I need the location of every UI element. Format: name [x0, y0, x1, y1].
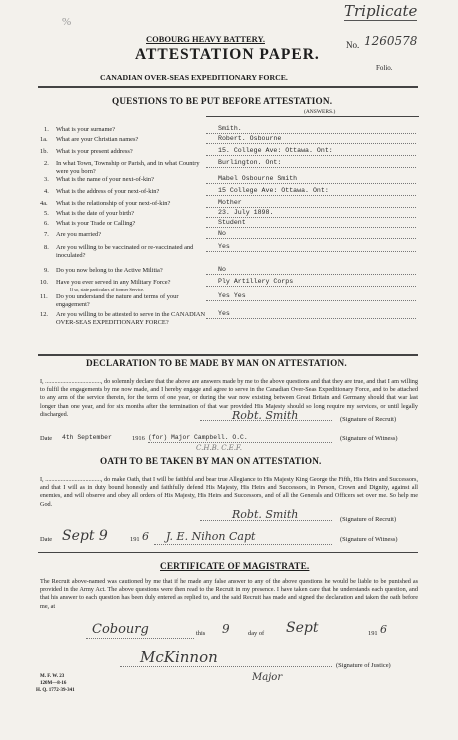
question-answer: Yes [218, 310, 230, 317]
answer-line [206, 318, 416, 319]
unit-name: COBOURG HEAVY BATTERY. [146, 34, 265, 44]
certificate-text: The Recruit above-named was cautioned by me that if he made any false answer to any of the above questions he would be liable to be punished as provided in the Army Act. The above questions were then read to the Recruit in my presence. I have taken care that he understands each question, and that his answer to each question has been duly entered as replied to, and the said Recruit has made and signed the declaration and taken the oath before me, at [40, 578, 418, 610]
answer-line [206, 217, 416, 218]
question-number: 9. [44, 267, 49, 274]
answers-label: (ANSWERS.) [304, 109, 336, 115]
question-text: What is the address of your next-of-kin? [56, 188, 160, 195]
question-number: 1. [44, 126, 49, 133]
question-text: Are you willing to be vaccinated or re-vaccinated and inoculated? [56, 244, 194, 259]
question-answer: 23. July 1898. [218, 209, 274, 216]
answer-line [206, 286, 416, 287]
question-answer: Mother [218, 199, 242, 206]
certificate-place-line [86, 638, 194, 639]
question-number: 2. [44, 160, 49, 167]
answer-line [206, 274, 416, 275]
question-text: What is your surname? [56, 126, 116, 133]
regimental-number-label: No. [346, 40, 360, 50]
justice-rank: Major [252, 672, 283, 683]
justice-signature: McKinnon [140, 648, 218, 666]
question-number: 1b. [40, 148, 48, 155]
declaration-year: 1916 [132, 435, 145, 442]
question-text: What are your Christian names? [56, 136, 139, 143]
declaration-witness-line [148, 442, 332, 443]
question-text: Do you understand the nature and terms of your engagement? [56, 293, 179, 308]
footer-line-1: M. F. W. 23 [40, 674, 65, 679]
declaration-text: I, ...................................., do solemnly declare that the above are answers made by me to the above questions and that they are true, and that I am willing to fulfil the engagements by me now made, and I hereby engage and agree to serve in the Canadian Over-Seas Expeditionary Force, and to be attached to any arm of the service therein, for the term of one year, or during the war now existing between Great Britain and Germany should that war last longer than one year, and for six months after the termination of that war provided His Majesty should so long require my services, or until legally discharged. [40, 378, 418, 418]
answer-line [206, 300, 416, 301]
declaration-date: 4th September [62, 434, 112, 441]
oath-signature-label: (Signature of Recruit) [340, 516, 397, 523]
declaration-signature: Robt. Smith [232, 409, 299, 422]
question-number: 7. [44, 231, 49, 238]
justice-signature-line [120, 666, 332, 667]
answer-line [206, 155, 416, 156]
answer-line [206, 207, 416, 208]
question-text: Do you now belong to the Active Militia? [56, 267, 163, 274]
certificate-header: CERTIFICATE OF MAGISTRATE. [160, 561, 310, 571]
footer-line-3: H. Q. 1772-39-341 [36, 688, 75, 693]
justice-label: (Signature of Justice) [336, 662, 391, 669]
oath-witness-label: (Signature of Witness) [340, 536, 398, 543]
oath-text: I, ...................................., do make Oath, that I will be faithful and bear true Allegiance to His Majesty King George the Fifth, His Heirs and Successors, and that I will as in duty bound honestly and faithfully defend His Majesty, His Heirs and Successors, in Person, Crown and Dignity, against all enemies, and will observe and obey all orders of His Majesty, His Heirs and Successors, and of all the Generals and Officers set over me. So help me God. [40, 476, 418, 508]
question-number: 6. [44, 220, 49, 227]
oath-rule-bottom [38, 552, 418, 553]
question-text: What is the relationship of your next-of-kin? [56, 200, 171, 207]
question-answer: No [218, 230, 226, 237]
declaration-rule-top [38, 354, 418, 356]
force-title: CANADIAN OVER-SEAS EXPEDITIONARY FORCE. [100, 73, 288, 82]
answer-line [206, 133, 416, 134]
question-number: 4a. [40, 200, 48, 207]
question-text: What is your Trade or Calling? [56, 220, 136, 227]
certificate-day: 9 [222, 622, 230, 636]
document-title: ATTESTATION PAPER. [135, 46, 320, 63]
question-answer: Yes [218, 243, 230, 250]
question-number: 12. [40, 311, 48, 318]
answer-line [206, 238, 416, 239]
oath-signature-line [200, 520, 332, 521]
declaration-witness-label: (Signature of Witness) [340, 435, 398, 442]
oath-header: OATH TO BE TAKEN BY MAN ON ATTESTATION. [100, 456, 322, 466]
questions-header: QUESTIONS TO BE PUT BEFORE ATTESTATION. [112, 96, 333, 106]
question-answer: Yes Yes [218, 292, 246, 299]
question-answer: 15 College Ave: Ottawa. Ont: [218, 187, 329, 194]
declaration-extra: C.H.B. C.E.F. [196, 444, 242, 452]
question-number: 11. [40, 293, 48, 300]
question-text: Have you ever served in any Military Force? [56, 279, 171, 286]
answer-line [206, 183, 416, 184]
declaration-signature-line [200, 420, 332, 421]
question-text: What is your present address? [56, 148, 133, 155]
question-text: In what Town, Township or Parish, and in what Country were you born? [56, 160, 200, 175]
certificate-place: Cobourg [92, 622, 149, 637]
question-answer: Robert. Osbourne [218, 135, 282, 142]
question-text: What is the date of your birth? [56, 210, 135, 217]
declaration-date-label: Date [40, 435, 53, 442]
triplicate-note: Triplicate [344, 2, 418, 20]
certificate-month: Sept [286, 620, 319, 636]
certificate-this: this [196, 630, 206, 637]
question-answer: Smith. [218, 125, 242, 132]
question-answer: Mabel Osbourne Smith [218, 175, 298, 182]
declaration-signature-label: (Signature of Recruit) [340, 416, 397, 423]
question-answer: No [218, 266, 226, 273]
header-mark: % [62, 16, 72, 28]
regimental-number: 1260578 [364, 34, 418, 48]
certificate-year-suffix: 6 [380, 623, 387, 636]
question-number: 10. [40, 279, 48, 286]
questions-rule [206, 116, 419, 117]
answer-line [206, 167, 416, 168]
question-text: Are you married? [56, 231, 102, 238]
oath-date: Sept 9 [62, 528, 108, 544]
oath-date-label: Date [40, 536, 53, 543]
question-text: Are you willing to be attested to serve in the CANADIAN OVER-SEAS EXPEDITIONARY FORCE? [56, 311, 206, 326]
certificate-year-prefix: 191 [368, 630, 378, 637]
question-number: 1a. [40, 136, 48, 143]
header-rule [38, 86, 418, 88]
footer-line-2: 120M—8-16 [40, 681, 67, 686]
question-number: 8. [44, 244, 49, 251]
oath-signature: Robt. Smith [232, 508, 299, 521]
oath-year-prefix: 191 [130, 536, 140, 543]
folio-label: Folio. [376, 64, 393, 72]
declaration-witness: (for) Major Campbell. O.C. [148, 434, 248, 441]
question-number: 3. [44, 176, 49, 183]
question-text: What is the name of your next-of-kin? [56, 176, 154, 183]
question-number: 4. [44, 188, 49, 195]
answer-line [206, 195, 416, 196]
answer-line [206, 227, 416, 228]
question-answer: Burlington. Ont: [218, 159, 282, 166]
question-number: 5. [44, 210, 49, 217]
oath-witness: J. E. Nihon Capt [166, 530, 256, 543]
question-answer: Ply Artillery Corps [218, 278, 294, 285]
declaration-header: DECLARATION TO BE MADE BY MAN ON ATTESTATION. [86, 358, 347, 368]
question-note: If so, state particulars of former Service. [70, 287, 145, 292]
question-answer: Student [218, 219, 246, 226]
question-answer: 15. College Ave: Ottawa. Ont: [218, 147, 333, 154]
answer-line [206, 251, 416, 252]
oath-witness-line [154, 544, 332, 545]
oath-year-suffix: 6 [142, 530, 149, 543]
certificate-day-of: day of [248, 630, 265, 637]
answer-line [206, 143, 416, 144]
